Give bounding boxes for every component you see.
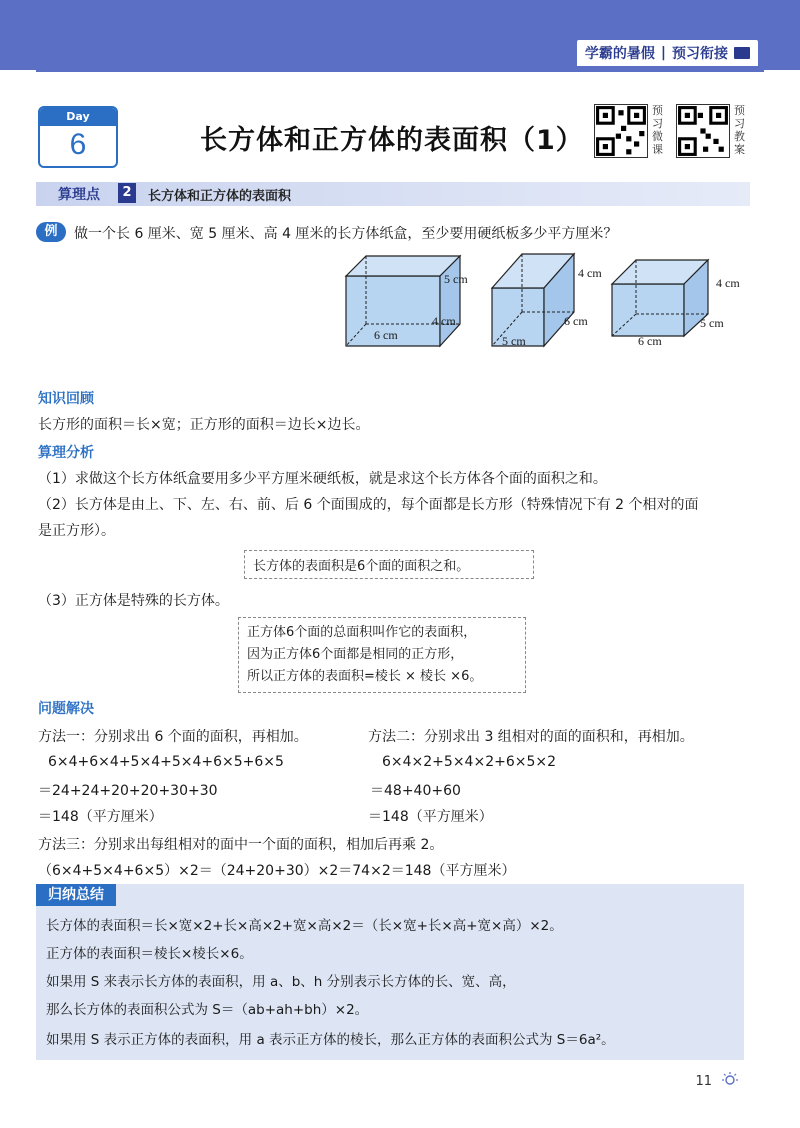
qr-code-icon[interactable] xyxy=(676,104,730,158)
cuboid-2-height: 4 cm xyxy=(578,266,602,280)
method1-line3: ＝148（平方厘米） xyxy=(38,809,163,825)
review-heading: 知识回顾 xyxy=(38,391,94,407)
qr-code-icon[interactable] xyxy=(594,104,648,158)
analysis-p2a: （2）长方体是由上、下、左、右、前、后 6 个面围成的，每个面都是长方形（特殊情况下有 2 个相对的面 xyxy=(38,497,699,513)
page-title: 长方体和正方体的表面积（1） xyxy=(200,125,584,156)
method2-line1: 6×4×2+5×4×2+6×5×2 xyxy=(382,754,557,770)
note-box-2: 正方体6个面的总面积叫作它的表面积， 因为正方体6个面都是相同的正方形， 所以正方体的表面积=棱长 × 棱长 ×6。 xyxy=(238,617,526,693)
cuboid-3-height: 4 cm xyxy=(716,276,740,290)
header-rule xyxy=(36,69,764,72)
cuboid-3-length: 6 cm xyxy=(638,334,662,348)
brand-subtitle: 预习衔接 xyxy=(672,46,728,62)
cuboid-2-length: 5 cm xyxy=(502,334,526,348)
brand-title: 学霸的暑假 xyxy=(584,46,655,62)
summary-line5: 如果用 S 表示正方体的表面积，用 a 表示正方体的棱长，那么正方体的表面积公式为 S＝6a²。 xyxy=(46,1032,615,1048)
point-label: 算理点 xyxy=(58,187,100,203)
method2-line3: ＝148（平方厘米） xyxy=(368,809,493,825)
brand-tag: 学霸的暑假 | 预习衔接 xyxy=(577,40,758,66)
method2-title: 方法二：分别求出 3 组相对的面的面积和，再相加。 xyxy=(368,729,694,745)
day-label: Day xyxy=(40,108,116,126)
cuboid-1-height: 5 cm xyxy=(444,272,468,286)
method1-line1: 6×4+6×4+5×4+5×4+6×5+6×5 xyxy=(48,754,284,770)
summary-line2: 正方体的表面积＝棱长×棱长×6。 xyxy=(46,946,253,962)
method3-line1: （6×4+5×4+6×5）×2＝（24+20+30）×2＝74×2＝148（平方厘米） xyxy=(38,863,516,879)
analysis-p1: （1）求做这个长方体纸盒要用多少平方厘米硬纸板，就是求这个长方体各个面的面积之和。 xyxy=(38,471,607,487)
analysis-heading: 算理分析 xyxy=(38,445,94,461)
summary-line3: 如果用 S 来表示长方体的表面积，用 a、b、h 分别表示长方体的长、宽、高， xyxy=(46,974,516,990)
page-number: 11 xyxy=(695,1074,712,1089)
cuboid-3-width: 5 cm xyxy=(700,316,724,330)
summary-line4: 那么长方体的表面积公式为 S＝（ab+ah+bh）×2。 xyxy=(46,1002,369,1018)
day-number: 6 xyxy=(69,128,87,161)
book-icon xyxy=(734,47,750,59)
review-text: 长方形的面积＝长×宽；正方形的面积＝边长×边长。 xyxy=(38,417,370,433)
method3-title: 方法三：分别求出每组相对的面中一个面的面积，相加后再乘 2。 xyxy=(38,837,444,853)
summary-heading: 归纳总结 xyxy=(36,884,116,906)
sun-icon xyxy=(722,1070,744,1088)
example-badge: 例 xyxy=(36,222,66,242)
example-question: 做一个长 6 厘米、宽 5 厘米、高 4 厘米的长方体纸盒，至少要用硬纸板多少平方厘米？ xyxy=(74,226,618,242)
method1-title: 方法一：分别求出 6 个面的面积，再相加。 xyxy=(38,729,308,745)
analysis-p2b: 是正方形）。 xyxy=(38,523,115,539)
cuboid-figure-3 xyxy=(612,260,708,336)
point-number: 2 xyxy=(118,183,136,203)
cuboid-figure-1 xyxy=(346,256,460,346)
summary-line1: 长方体的表面积＝长×宽×2+长×高×2+宽×高×2＝（长×宽+长×高+宽×高）×2。 xyxy=(46,918,563,934)
cuboid-1-width: 4 cm xyxy=(432,314,456,328)
analysis-p3: （3）正方体是特殊的长方体。 xyxy=(38,593,229,609)
cuboid-1-length: 6 cm xyxy=(374,328,398,342)
point-bar xyxy=(36,182,750,206)
qr-label-2: 预 习 教 案 xyxy=(734,104,745,156)
cuboid-figure-2 xyxy=(492,254,574,346)
note-box-1: 长方体的表面积是6个面的面积之和。 xyxy=(244,550,534,579)
method1-line2: ＝24+24+20+20+30+30 xyxy=(38,783,218,799)
day-badge xyxy=(38,106,118,168)
method2-line2: ＝48+40+60 xyxy=(370,783,461,799)
point-text: 长方体和正方体的表面积 xyxy=(148,189,292,204)
qr-label-1: 预 习 微 课 xyxy=(652,104,663,156)
cuboid-2-width: 6 cm xyxy=(564,314,588,328)
solution-heading: 问题解决 xyxy=(38,701,94,717)
